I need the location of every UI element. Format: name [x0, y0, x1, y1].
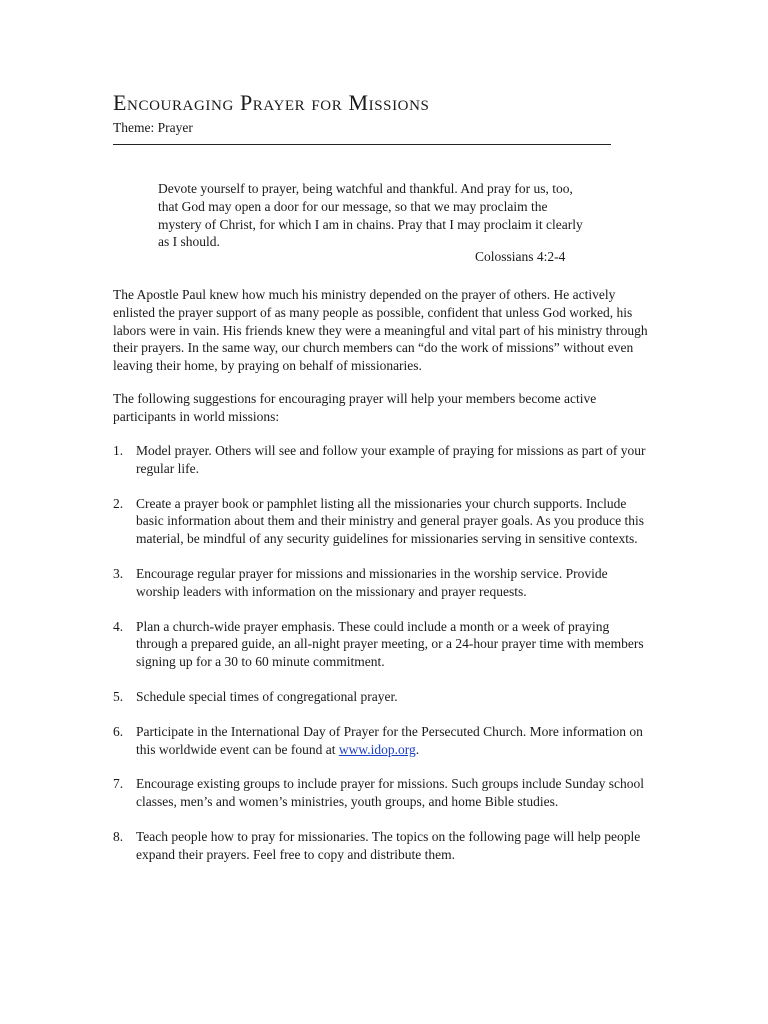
- list-item: [113, 775, 653, 811]
- title-divider: [113, 144, 611, 145]
- list-number: 6.: [113, 723, 124, 739]
- list-item: [113, 565, 653, 601]
- idop-link[interactable]: www.idop.org: [338, 741, 416, 757]
- list-item-text: Plan a church-wide prayer emphasis. These could include a month or a week of praying through a prepared guide, an all-night prayer meeting, or a 24-hour prayer time with members signing up for a 30 to 60 minute commitment.: [136, 618, 644, 670]
- list-item: [113, 442, 653, 478]
- list-number: 8.: [113, 828, 124, 844]
- suggestion-list: [113, 442, 653, 881]
- list-item-text: Encourage regular prayer for missions and missionaries in the worship service. Provide worship leaders with information on the missionary and prayer requests.: [136, 565, 608, 599]
- scripture-quote: Devote yourself to prayer, being watchful and thankful. And pray for us, too, that God may open a door for our message, so that we may proclaim the mystery of Christ, for which I am in chains. Pray that I may proclaim it clearly as I should.: [158, 181, 583, 250]
- list-item: [113, 688, 653, 706]
- list-item: [113, 723, 653, 759]
- list-item-text: Teach people how to pray for missionaries. The topics on the following page will help people expand their prayers. Feel free to copy and distribute them.: [136, 828, 641, 862]
- list-number: 2.: [113, 495, 124, 511]
- list-number: 1.: [113, 443, 124, 458]
- list-number: 4.: [113, 618, 124, 634]
- intro-paragraph: The Apostle Paul knew how much his ministry depended on the prayer of others. He actively enlisted the prayer support of as many people as possible, confident that unless God worked, his labors were in vain. His friends knew they were a meaningful and vital part of his ministry through their prayers. In the same way, our church members can “do the work of missions” without even leaving their home, by praying on behalf of missionaries.: [113, 287, 648, 374]
- list-item-text: [136, 724, 643, 757]
- list-item-text: Create a prayer book or pamphlet listing all the missionaries your church supports. Include basic information about them and their ministry and general prayer goals. As you produce this material, be mindful of any security guidelines for missionaries serving in sensitive contexts.: [136, 495, 644, 547]
- theme-label: Theme: Prayer: [113, 120, 193, 135]
- list-item-text-end: .: [415, 741, 420, 757]
- document-title: Encouraging Prayer for Missions: [113, 90, 430, 115]
- list-item-text: Encourage existing groups to include prayer for missions. Such groups include Sunday school classes, men’s and women’s ministries, youth groups, and home Bible studies.: [136, 776, 645, 810]
- list-item: [113, 495, 653, 548]
- scripture-citation: Colossians 4:2-4: [475, 249, 566, 264]
- list-item: [113, 618, 653, 671]
- lead-paragraph: The following suggestions for encouraging prayer will help your members become active participants in world missions:: [113, 391, 597, 424]
- list-number: 7.: [113, 776, 124, 792]
- list-item: [113, 828, 653, 864]
- list-item-text: Model prayer. Others will see and follow your example of praying for missions as part of your regular life.: [136, 443, 646, 476]
- list-number: 3.: [113, 565, 124, 581]
- list-item-text-main: Participate in the International Day of Prayer for the Persecuted Church. More information on this worldwide event can be found at: [136, 723, 643, 757]
- list-number: 5.: [113, 688, 124, 704]
- list-item-text: Schedule special times of congregational prayer.: [136, 688, 398, 704]
